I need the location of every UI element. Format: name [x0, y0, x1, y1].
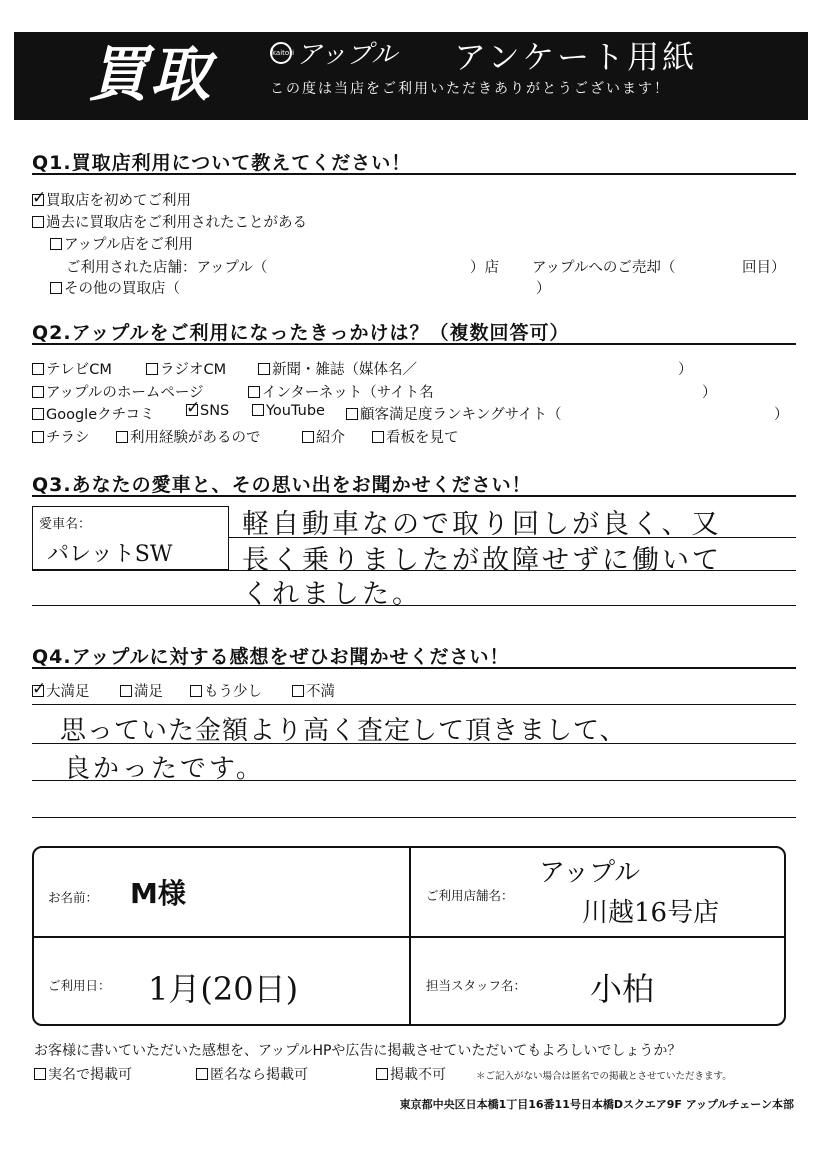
q4-answer-line-2: 良かったです。 [64, 754, 265, 784]
checkbox-icon[interactable] [196, 1068, 208, 1080]
checkbox-icon[interactable] [32, 431, 44, 443]
q4-option-more[interactable]: もう少し [190, 680, 262, 701]
consent-option-anon[interactable]: 匿名なら掲載可 [196, 1064, 308, 1084]
q1-option-other[interactable]: その他の買取店（ [50, 277, 180, 298]
checkbox-checked-icon[interactable] [186, 404, 198, 416]
q3-answer-line-1: 軽自動車なので取り回しが良く、又 [242, 509, 722, 540]
checkbox-icon[interactable] [120, 685, 132, 697]
q3-answer-line-3: くれました。 [242, 579, 422, 610]
consent-option-no[interactable]: 掲載不可 [376, 1064, 446, 1084]
checkbox-icon[interactable] [34, 1068, 46, 1080]
q1-option-apple[interactable]: アップル店をご利用 [50, 233, 193, 254]
q4-option-very[interactable]: ✓大満足 [32, 680, 90, 701]
car-name-handwritten: パレットSW [47, 542, 173, 567]
checkbox-icon[interactable] [32, 216, 44, 228]
checkbox-icon[interactable] [50, 282, 62, 294]
q2-ranking-close: ） [774, 407, 789, 423]
q4-line-1 [32, 704, 796, 705]
checkbox-icon[interactable] [248, 386, 260, 398]
name-value[interactable]: M様 [130, 877, 186, 910]
checkbox-icon[interactable] [252, 404, 264, 416]
checkbox-checked-icon[interactable] [32, 685, 44, 697]
q1-store-suffix: ）店 [470, 260, 499, 276]
checkbox-icon[interactable] [258, 363, 270, 375]
brand-name: アップル [296, 40, 398, 70]
q1-option-past[interactable]: 過去に買取店をご利用されたことがある [32, 211, 307, 232]
q4-option-unsatisfied[interactable]: 不満 [292, 680, 335, 701]
header-banner [14, 32, 808, 120]
q2-option-ranking[interactable]: 顧客満足度ランキングサイト（ [346, 403, 562, 424]
q1-other-close: ） [536, 281, 551, 297]
checkbox-icon[interactable] [116, 431, 128, 443]
q1-sold-suffix: 回目） [742, 260, 786, 276]
name-label: お名前： [48, 890, 99, 905]
q2-option-google[interactable]: Googleクチコミ [32, 403, 155, 424]
q2-option-experience[interactable]: 利用経験があるので [116, 426, 261, 447]
form-title: アンケート用紙 [454, 38, 698, 76]
q4-answer-line-1: 思っていた金額より高く査定して頂きまして、 [60, 716, 627, 746]
kaitori-logo: 買取 [88, 40, 212, 110]
car-label: 愛車名： [39, 517, 92, 532]
q4-option-satisfied[interactable]: 満足 [120, 680, 163, 701]
q2-option-paper[interactable]: 新聞・雑誌（媒体名／ [258, 358, 417, 379]
checkbox-icon[interactable] [376, 1068, 388, 1080]
form-subtitle: この度は当店をご利用いただきありがとうございます！ [270, 81, 670, 97]
checkbox-icon[interactable] [32, 386, 44, 398]
consent-note: ＊ご記入がない場合は匿名での掲載とさせていただきます。 [476, 1071, 732, 1082]
checkbox-icon[interactable] [32, 408, 44, 420]
q2-paper-close: ） [678, 362, 693, 378]
checkbox-icon[interactable] [302, 431, 314, 443]
brand-circle-icon: kaitori [270, 42, 292, 64]
q1-option-first[interactable]: ✓買取店を初めてご利用 [32, 189, 191, 210]
q1-rule [32, 173, 796, 175]
q2-option-homepage[interactable]: アップルのホームページ [32, 381, 204, 402]
staff-value[interactable]: 小柏 [590, 970, 655, 1008]
q2-option-referral[interactable]: 紹介 [302, 426, 345, 447]
store-name-label: ご利用店舗名： [426, 888, 514, 903]
date-value[interactable]: 1月(20日) [148, 970, 299, 1008]
q2-rule [32, 343, 796, 345]
q3-answer-line-2: 長く乗りましたが故障せずに働いて [242, 545, 722, 576]
store-name-line-2[interactable]: 川越16号店 [582, 898, 720, 928]
q2-option-signboard[interactable]: 看板を見て [372, 426, 459, 447]
checkbox-icon[interactable] [372, 431, 384, 443]
checkbox-checked-icon[interactable] [32, 194, 44, 206]
q2-option-internet[interactable]: インターネット（サイト名 [248, 381, 434, 402]
checkbox-icon[interactable] [190, 685, 202, 697]
checkbox-icon[interactable] [346, 408, 358, 420]
consent-question: お客様に書いていただいた感想を、アップルHPや広告に掲載させていただいてもよろしいでしょうか？ [34, 1043, 682, 1059]
q2-option-sns[interactable]: ✓ SNS [186, 403, 229, 419]
q1-store-label: ご利用された店舗：アップル（ [66, 260, 268, 276]
q3-title: Q3.あなたの愛車と、その思い出をお聞かせください！ [32, 474, 532, 496]
info-horizontal-divider [34, 936, 784, 938]
footer-address: 東京都中央区日本橋1丁目16番11号日本橋Dスクエア9F アップルチェーン本部 [399, 1098, 794, 1111]
q2-internet-close: ） [702, 385, 717, 401]
q1-title: Q1.買取店利用について教えてください！ [32, 152, 412, 174]
q4-rule [32, 667, 796, 669]
q3-rule [32, 495, 796, 497]
checkbox-icon[interactable] [32, 363, 44, 375]
q4-line-4 [32, 817, 796, 818]
q2-option-youtube[interactable]: YouTube [252, 403, 325, 419]
car-name-box[interactable] [32, 506, 229, 570]
q2-option-tv[interactable]: テレビCM [32, 358, 112, 379]
q1-sold-label: アップルへのご売却（ [532, 260, 676, 276]
q4-title: Q4.アップルに対する感想をぜひお聞かせください！ [32, 646, 510, 668]
date-label: ご利用日： [48, 978, 111, 993]
staff-label: 担当スタッフ名： [426, 978, 527, 993]
q2-option-flyer[interactable]: チラシ [32, 426, 90, 447]
q2-title: Q2.アップルをご利用になったきっかけは？（複数回答可） [32, 322, 570, 344]
checkbox-icon[interactable] [146, 363, 158, 375]
checkbox-icon[interactable] [292, 685, 304, 697]
customer-info-box [32, 846, 786, 1026]
consent-option-real[interactable]: 実名で掲載可 [34, 1064, 132, 1084]
q2-option-radio[interactable]: ラジオCM [146, 358, 226, 379]
store-name-line-1[interactable]: アップル [539, 858, 641, 888]
checkbox-icon[interactable] [50, 238, 62, 250]
